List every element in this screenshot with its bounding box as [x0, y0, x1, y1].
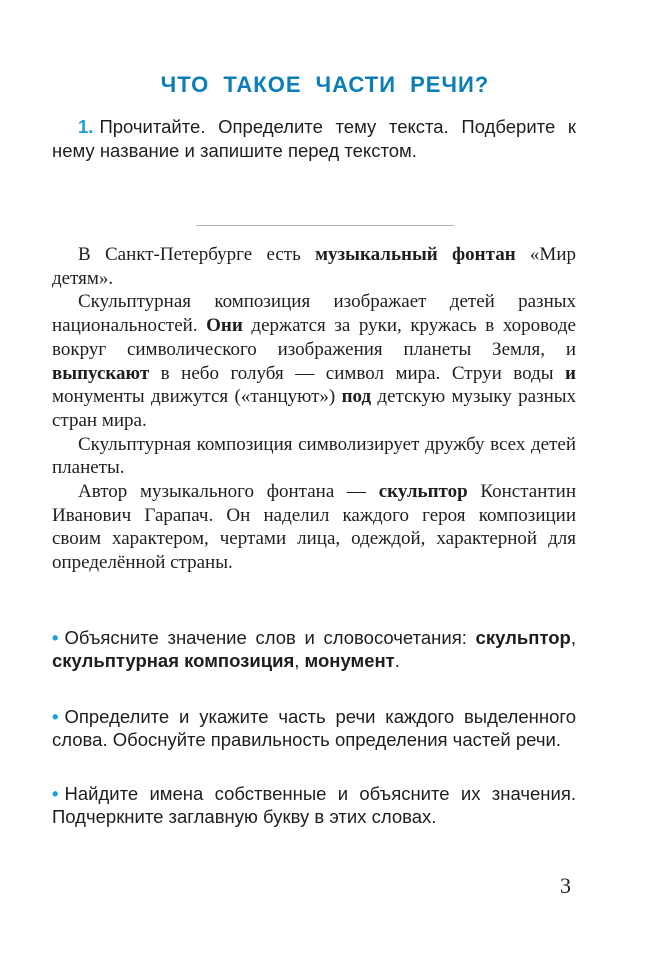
bullet-icon: •: [52, 706, 59, 727]
highlighted-word: Они: [206, 315, 243, 337]
text-run: В Санкт-Петербурге есть: [78, 244, 316, 265]
bullet-icon: •: [52, 627, 59, 648]
text-run: Автор музыкального фонтана —: [78, 481, 379, 503]
text-run: «Мир детям».: [52, 244, 576, 289]
exercise-number: 1.: [78, 116, 94, 137]
highlighted-word: музыкальный фонтан: [315, 244, 516, 265]
highlighted-word: скульптор: [475, 627, 571, 648]
text-run: детскую музыку разных стран мира.: [52, 386, 577, 431]
question-item: [52, 626, 576, 672]
paragraph: [52, 243, 576, 290]
text-run: Константин Иванович Гарапач. Он наделил каждого героя композиции своим характером, чертами лица, одеждой, характерной для определённой страны.: [52, 481, 577, 574]
exercise-instruction: [52, 115, 576, 163]
text-run: монументы движутся («танцуют»): [52, 386, 342, 408]
question-text: [52, 783, 576, 827]
text-run: Скульптурная композиция символизирует дружбу всех детей планеты.: [52, 433, 576, 479]
text-run: Скульптурная композиция изображает детей разных национальностей.: [52, 291, 576, 337]
highlighted-word: скульптор: [378, 481, 468, 503]
text-run: Определите и укажите часть речи каждого выделенного слова. Обоснуйте правильность определения частей речи.: [52, 706, 576, 750]
reading-text: [52, 243, 576, 575]
text-run: Объясните значение слов и словосочетания:: [64, 627, 476, 648]
text-run: Найдите имена собственные и объясните их значения. Подчеркните заглавную букву в этих словах.: [52, 783, 576, 827]
text-run: ,: [294, 650, 305, 671]
highlighted-word: и: [565, 362, 576, 384]
question-item: [52, 705, 576, 751]
page-number: 3: [560, 873, 571, 898]
paragraph: [52, 480, 576, 575]
text-run: в небо голубя — символ мира. Струи воды: [149, 362, 566, 384]
page-title: ЧТО ТАКОЕ ЧАСТИ РЕЧИ?: [160, 72, 490, 97]
text-run: держатся за руки, кружась в хороводе вокруг символического изображения планеты Земля, и: [52, 315, 576, 360]
text-run: ,: [570, 627, 576, 648]
bullet-icon: •: [52, 783, 59, 804]
text-run: .: [394, 650, 400, 671]
question-item: [52, 782, 576, 828]
paragraph: [52, 433, 576, 480]
question-text: [52, 706, 576, 750]
highlighted-word: выпускают: [52, 362, 150, 384]
highlighted-word: монумент: [304, 650, 395, 671]
title-placeholder-line: [196, 225, 454, 226]
question-text: [52, 627, 576, 671]
highlighted-word: под: [341, 386, 372, 408]
exercise-instruction-text: Прочитайте. Определите тему текста. Подберите к нему название и запишите перед текстом.: [52, 116, 576, 161]
paragraph: [52, 290, 576, 432]
highlighted-word: скульптурная композиция: [52, 650, 295, 671]
